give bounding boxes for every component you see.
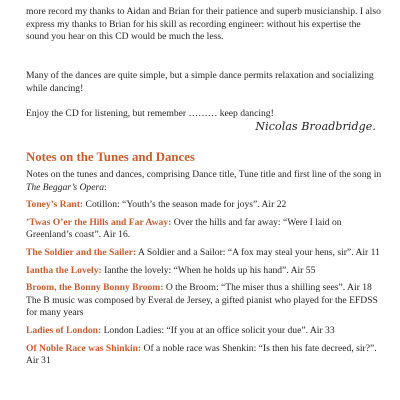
- note-entry: [26, 217, 382, 242]
- dance-title: Broom, the Bonny Bonny Broom:: [26, 282, 164, 294]
- tune-description: A Soldier and a Sailor: “A fox may steal your hens, sir”. Air 11: [136, 246, 380, 258]
- dance-title: ’Twas O’er the Hills and Far Away:: [26, 216, 172, 228]
- intro-paragraph-2: Many of the dances are quite simple, but a simple dance permits relaxation and socializing while dancing!: [26, 70, 374, 94]
- tune-description: O the Broom: “The miser thus a shilling sees”. Air 18 The B music was composed by Everal de Jersey, a gifted pianist who played for the EFDSS for many years: [26, 282, 378, 319]
- signature: Nicolas Broadbridge.: [255, 120, 376, 133]
- tune-description: Ianthe the lovely: “When he holds up his hand”. Air 55: [101, 264, 316, 276]
- note-entry: [26, 247, 382, 260]
- tune-description: Cotillon: “Youth’s the season made for joys”. Air 22: [83, 199, 287, 211]
- tune-description: Over the hills and far away: “Were I laid on Greenland’s coast”. Air 16.: [26, 216, 342, 241]
- dance-title: Iantha the Lovely:: [26, 264, 102, 276]
- notes-heading: Notes on the Tunes and Dances: [26, 150, 195, 164]
- dance-title: The Soldier and the Sailer:: [26, 246, 137, 258]
- tune-description: London Ladies: “If you at an office solicit your due”. Air 33: [101, 324, 335, 336]
- note-entry: [26, 265, 382, 278]
- intro-paragraph-1: more record my thanks to Aidan and Brian for their patience and superb musicianship. I also express my thanks to Brian for his skill as recording engineer: without his expertise the sound you hear on this CD would be much the less.: [26, 6, 381, 43]
- note-entry: [26, 325, 382, 338]
- notes-section: [26, 169, 382, 373]
- tune-description: Of a noble race was Shenkin: “Is then his fate decreed, sir?”. Air 31: [26, 342, 377, 367]
- note-entry: [26, 282, 382, 320]
- notes-intro: [26, 169, 382, 194]
- notes-intro-title: The Beggar’s Opera: [26, 181, 104, 193]
- note-entry: [26, 199, 382, 212]
- dance-title: Toney’s Rant:: [26, 199, 84, 211]
- dance-title: Ladies of London:: [26, 324, 102, 336]
- note-entry: [26, 343, 382, 368]
- notes-intro-end: :: [104, 181, 107, 193]
- dance-title: Of Noble Race was Shinkin:: [26, 342, 142, 354]
- intro-paragraph-3: Enjoy the CD for listening, but remember ……… keep dancing!: [26, 108, 274, 119]
- notes-intro-text: Notes on the tunes and dances, comprising Dance title, Tune title and first line of the song in: [26, 169, 382, 180]
